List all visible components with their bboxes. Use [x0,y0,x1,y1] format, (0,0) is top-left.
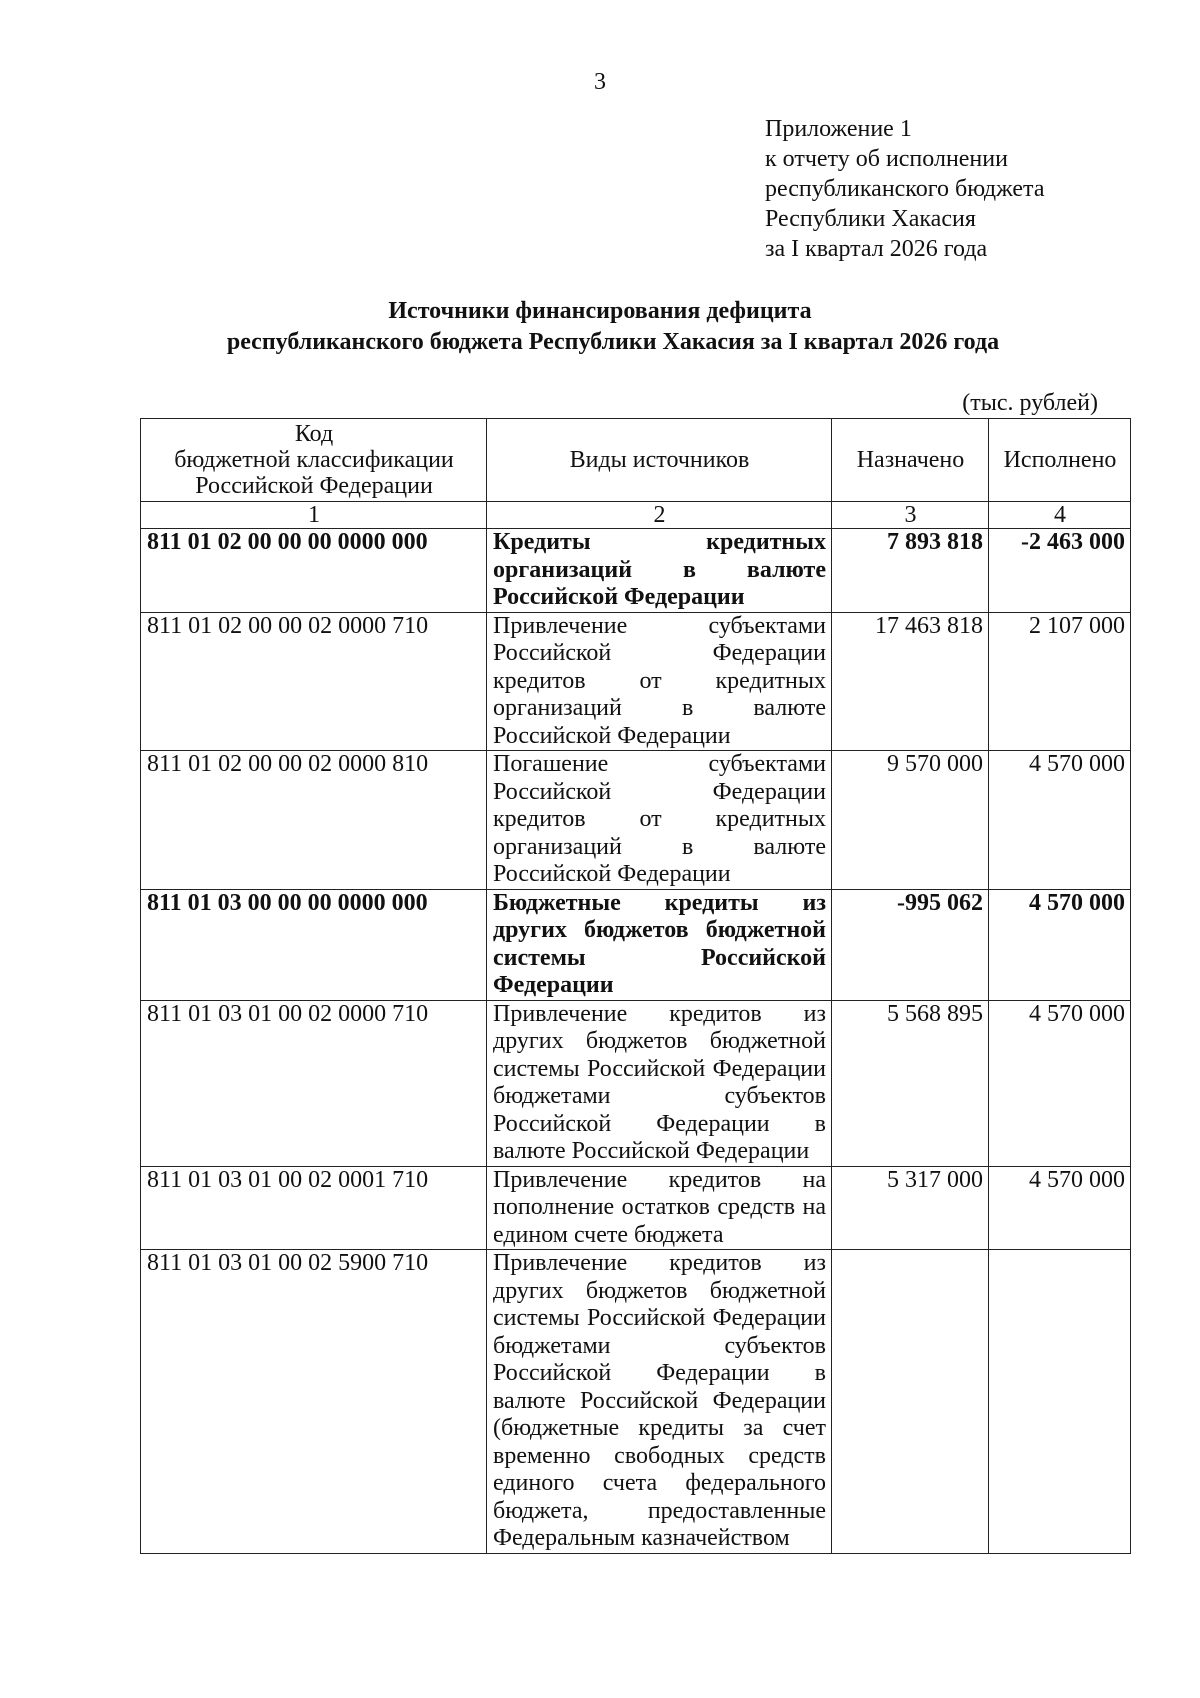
column-number: 2 [487,502,832,529]
row-executed: 4 570 000 [989,751,1131,890]
table-row [141,612,1131,751]
column-number: 3 [832,502,989,529]
row-code: 811 01 02 00 00 02 0000 810 [141,751,487,890]
column-number: 1 [141,502,487,529]
row-executed: 2 107 000 [989,612,1131,751]
document-title [0,296,1200,358]
header-code-line: бюджетной классификации [174,447,454,473]
row-name: Кредиты кредитных организаций в валюте Российской Федерации [487,529,832,613]
table-row [141,889,1131,1000]
appendix-line: за I квартал 2026 года [765,236,988,262]
column-number: 4 [989,502,1131,529]
row-assigned: 5 568 895 [832,1000,989,1166]
header-code [141,419,487,502]
table-row [141,1250,1131,1554]
row-assigned: 9 570 000 [832,751,989,890]
header-assigned: Назначено [832,419,989,502]
row-executed: 4 570 000 [989,889,1131,1000]
sources-table [140,418,1131,1554]
appendix-note [765,114,1185,264]
appendix-line: Республики Хакасия [765,206,976,232]
row-assigned: -995 062 [832,889,989,1000]
row-assigned: 17 463 818 [832,612,989,751]
row-name: Погашение субъектами Российской Федерации кредитов от кредитных организаций в валюте Российской Федерации [487,751,832,890]
table-row [141,1166,1131,1250]
row-executed [989,1250,1131,1554]
title-line: республиканского бюджета Республики Хакасия за I квартал 2026 года [226,329,1000,355]
units-note: (тыс. рублей) [962,390,1098,416]
row-code: 811 01 03 00 00 00 0000 000 [141,889,487,1000]
column-number-row [141,502,1131,529]
row-code: 811 01 03 01 00 02 5900 710 [141,1250,487,1554]
row-assigned: 5 317 000 [832,1166,989,1250]
row-name: Привлечение кредитов на пополнение остатков средств на едином счете бюджета [487,1166,832,1250]
row-code: 811 01 02 00 00 00 0000 000 [141,529,487,613]
title-line: Источники финансирования дефицита [388,298,812,324]
table-header-row [141,419,1131,502]
row-executed: -2 463 000 [989,529,1131,613]
row-code: 811 01 03 01 00 02 0001 710 [141,1166,487,1250]
header-executed: Исполнено [989,419,1131,502]
table-row [141,751,1131,890]
appendix-line: к отчету об исполнении [765,146,1008,172]
appendix-line: Приложение 1 [765,116,912,142]
row-name: Привлечение субъектами Российской Федерации кредитов от кредитных организаций в валюте Российской Федерации [487,612,832,751]
page-number: 3 [594,69,606,95]
row-assigned: 7 893 818 [832,529,989,613]
table-row [141,529,1131,613]
row-name: Бюджетные кредиты из других бюджетов бюджетной системы Российской Федерации [487,889,832,1000]
appendix-line: республиканского бюджета [765,176,1045,202]
header-code-line: Код [294,421,334,447]
header-code-line: Российской Федерации [195,473,433,499]
row-code: 811 01 02 00 00 02 0000 710 [141,612,487,751]
row-assigned [832,1250,989,1554]
row-code: 811 01 03 01 00 02 0000 710 [141,1000,487,1166]
row-name: Привлечение кредитов из других бюджетов бюджетной системы Российской Федерации бюджетами субъектов Российской Федерации в валюте Российской Федерации [487,1000,832,1166]
header-name: Виды источников [487,419,832,502]
row-executed: 4 570 000 [989,1000,1131,1166]
row-executed: 4 570 000 [989,1166,1131,1250]
table-row [141,1000,1131,1166]
row-name: Привлечение кредитов из других бюджетов бюджетной системы Российской Федерации бюджетами субъектов Российской Федерации в валюте Российской Федерации (бюджетные кредиты за счет временно свободных средств единого счета федерального бюджета, предоставленные Федеральным казначейством [487,1250,832,1554]
